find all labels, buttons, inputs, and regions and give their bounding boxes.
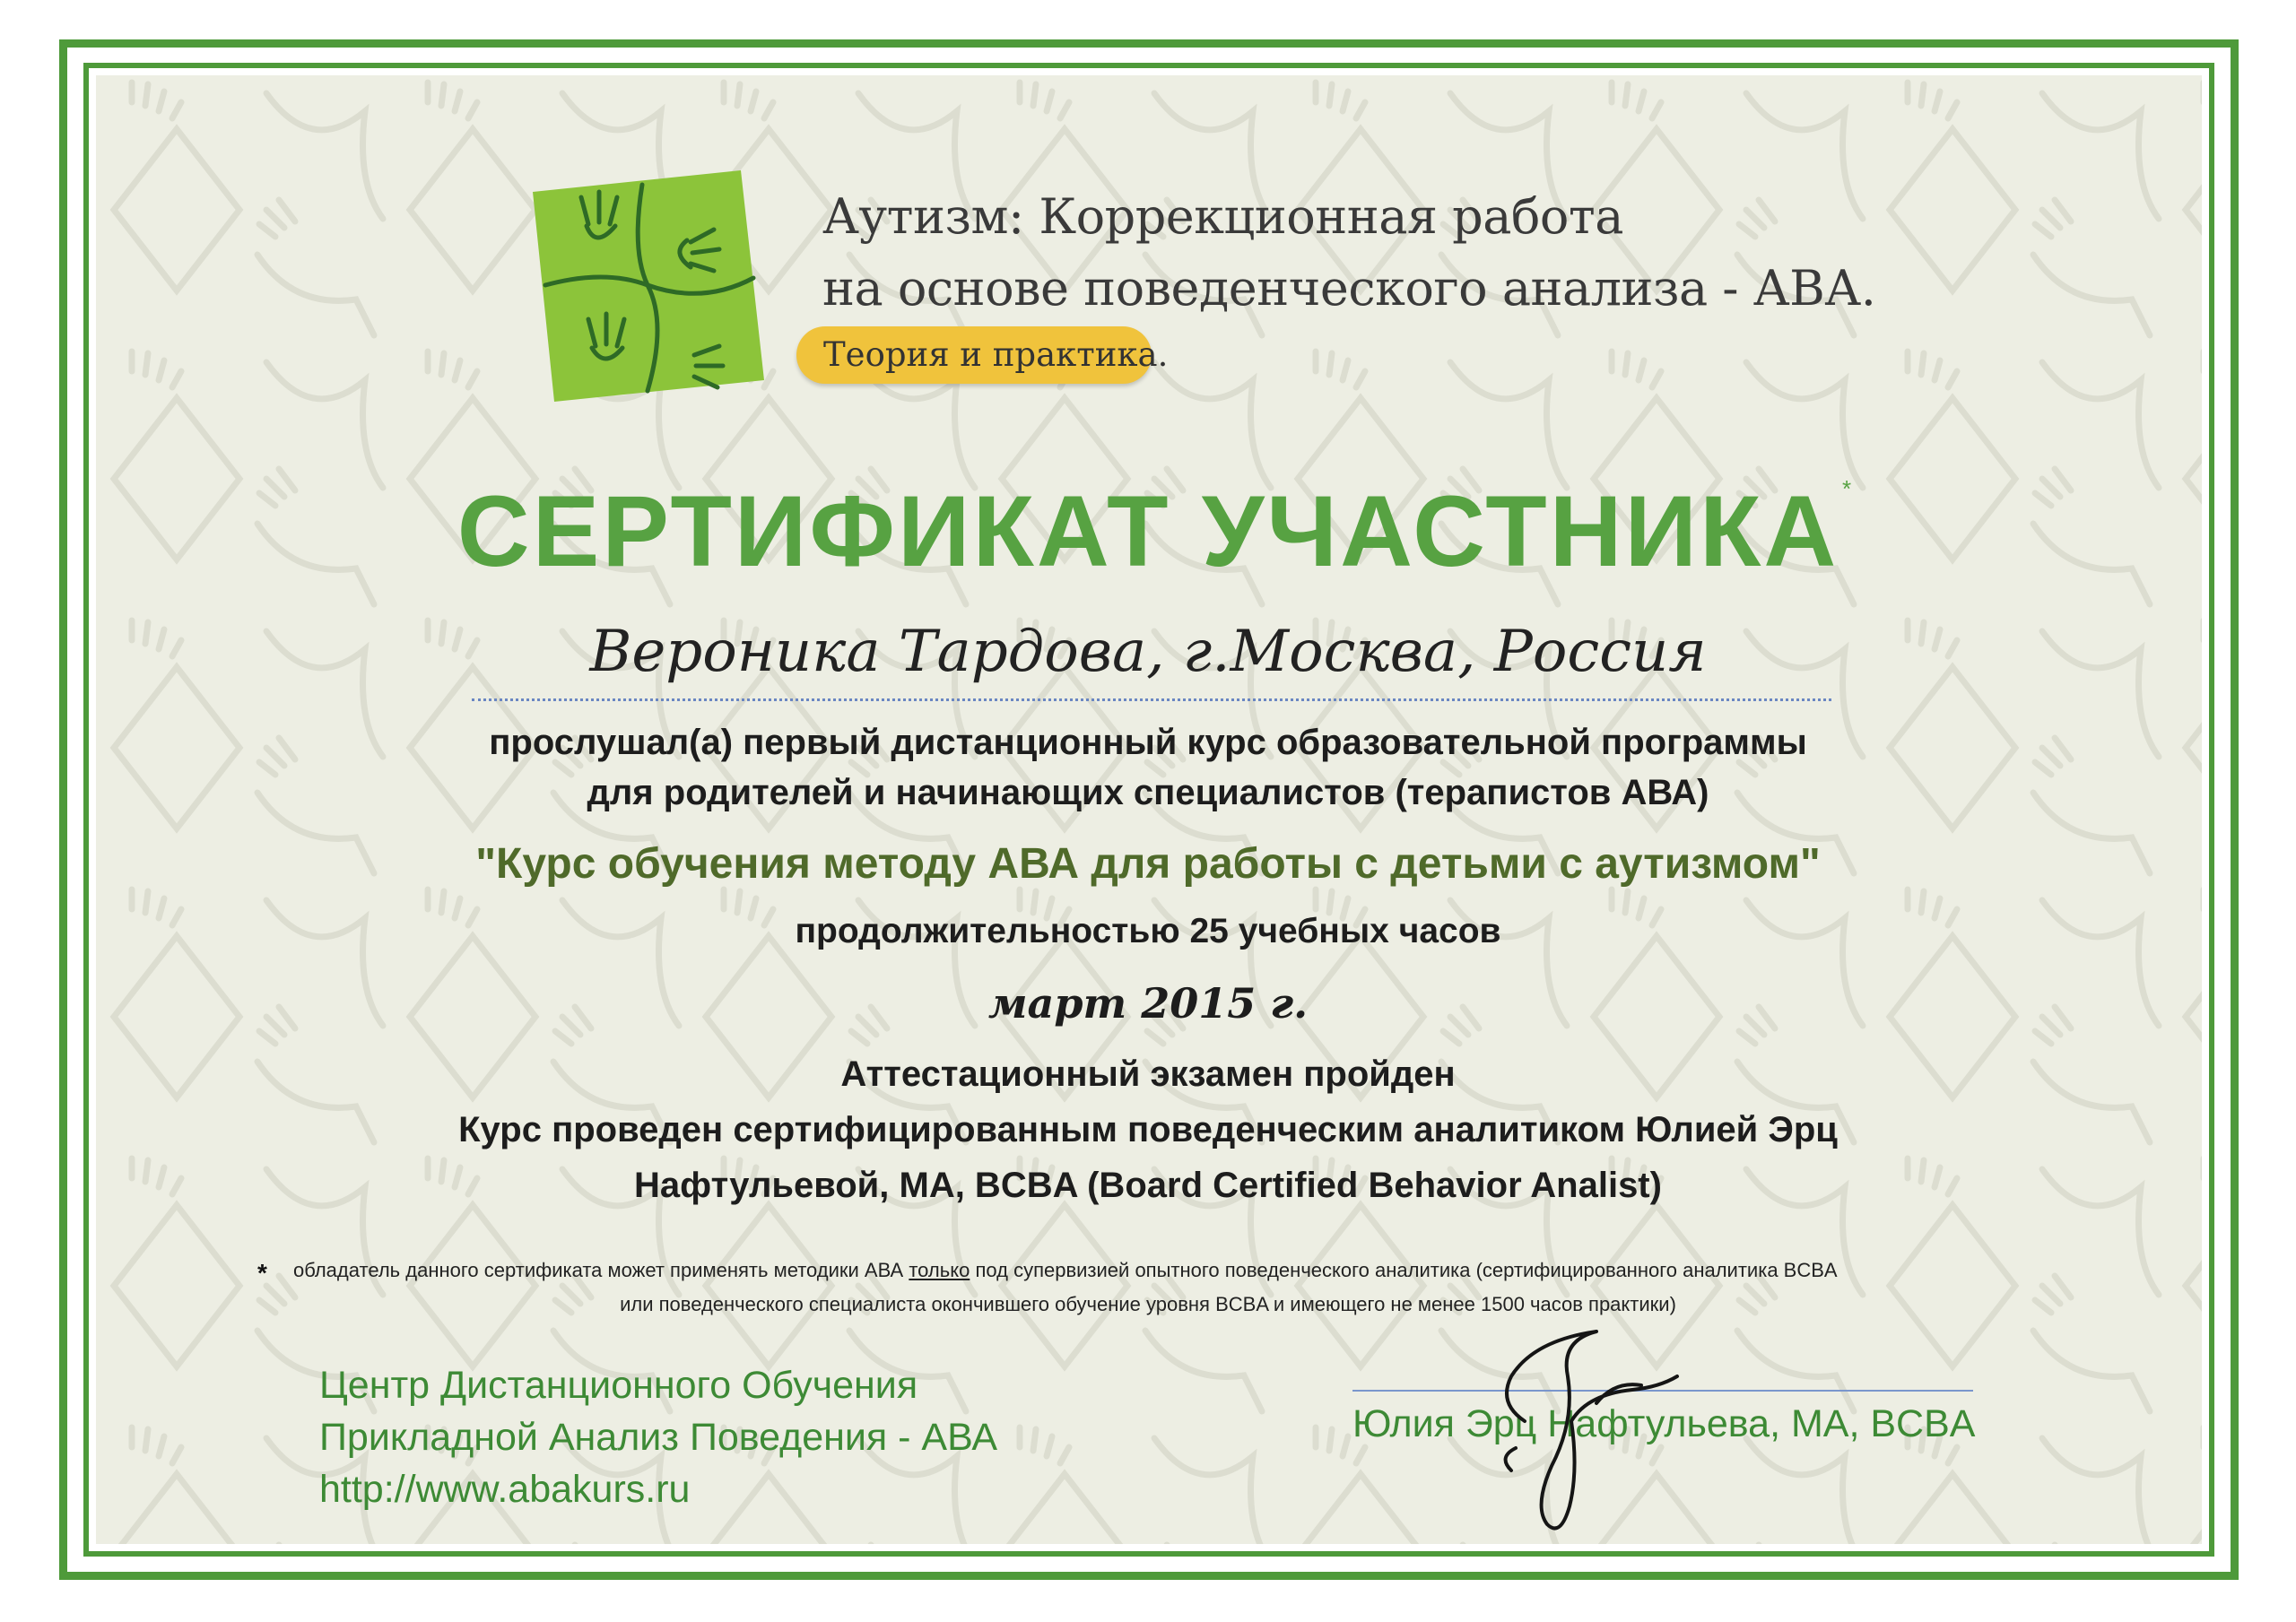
signer-name: Юлия Эрц Нафтульева, МА, BCBA [1352,1402,1976,1445]
handwritten-signature [1462,1314,1758,1547]
footnote-line-1 [293,1259,1838,1282]
completion-line-2: для родителей и начинающих специалистов (терапистов АВА) [587,773,1709,812]
logo-line-1: Аутизм: Коррекционная работа [822,188,1623,245]
course-title: "Курс обучения методу АВА для работы с детьми с аутизмом" [475,840,1821,888]
instructor-line-1: Курс проведен сертифицированным поведенческим аналитиком Юлией Эрц [458,1110,1838,1149]
logo-tag-text: Теория и практика. [823,335,1169,374]
name-underline [472,698,1831,701]
program-logo-text [822,181,1875,325]
instructor-line-2: Нафтульевой, МА, BCBA (Board Certified Behavior Analist) [634,1166,1662,1205]
logo-tag-pill [796,326,1169,384]
course-duration: продолжительностью 25 учебных часов [795,912,1501,950]
recipient-name: Вероника Тардова, г.Москва, Россия [589,619,1707,685]
hands-puzzle-logo-icon [533,170,764,402]
footnote-line-2: или поведенческого специалиста окончившего обучение уровня BCBA и имеющего не менее 1500 часов практики) [620,1293,1676,1315]
issuer-url: http://www.abakurs.ru [319,1468,691,1511]
certificate-title: СЕРТИФИКАТ УЧАСТНИКА [457,475,1839,587]
title-asterisk: * [1842,475,1852,502]
logo-line-2: на основе поведенческого анализа - АВА. [822,260,1876,317]
footnote-asterisk: * [257,1259,267,1287]
footnote-part-1: обладатель данного сертификата может применять методики АВА [293,1259,909,1281]
issuer-line-1: Центр Дистанционного Обучения [319,1364,918,1407]
exam-status: Аттестационный экзамен пройден [840,1054,1456,1094]
issuer-line-2: Прикладной Анализ Поведения - АВА [319,1416,998,1459]
course-date: март 2015 г. [987,979,1309,1028]
issuer-block [319,1359,997,1515]
completion-line-1: прослушал(а) первый дистанционный курс образовательной программы [489,723,1807,762]
footnote-part-2: под супервизией опытного поведенческого аналитика (сертифицированного аналитика BCBA [970,1259,1838,1281]
footnote-underlined: только [909,1259,970,1281]
